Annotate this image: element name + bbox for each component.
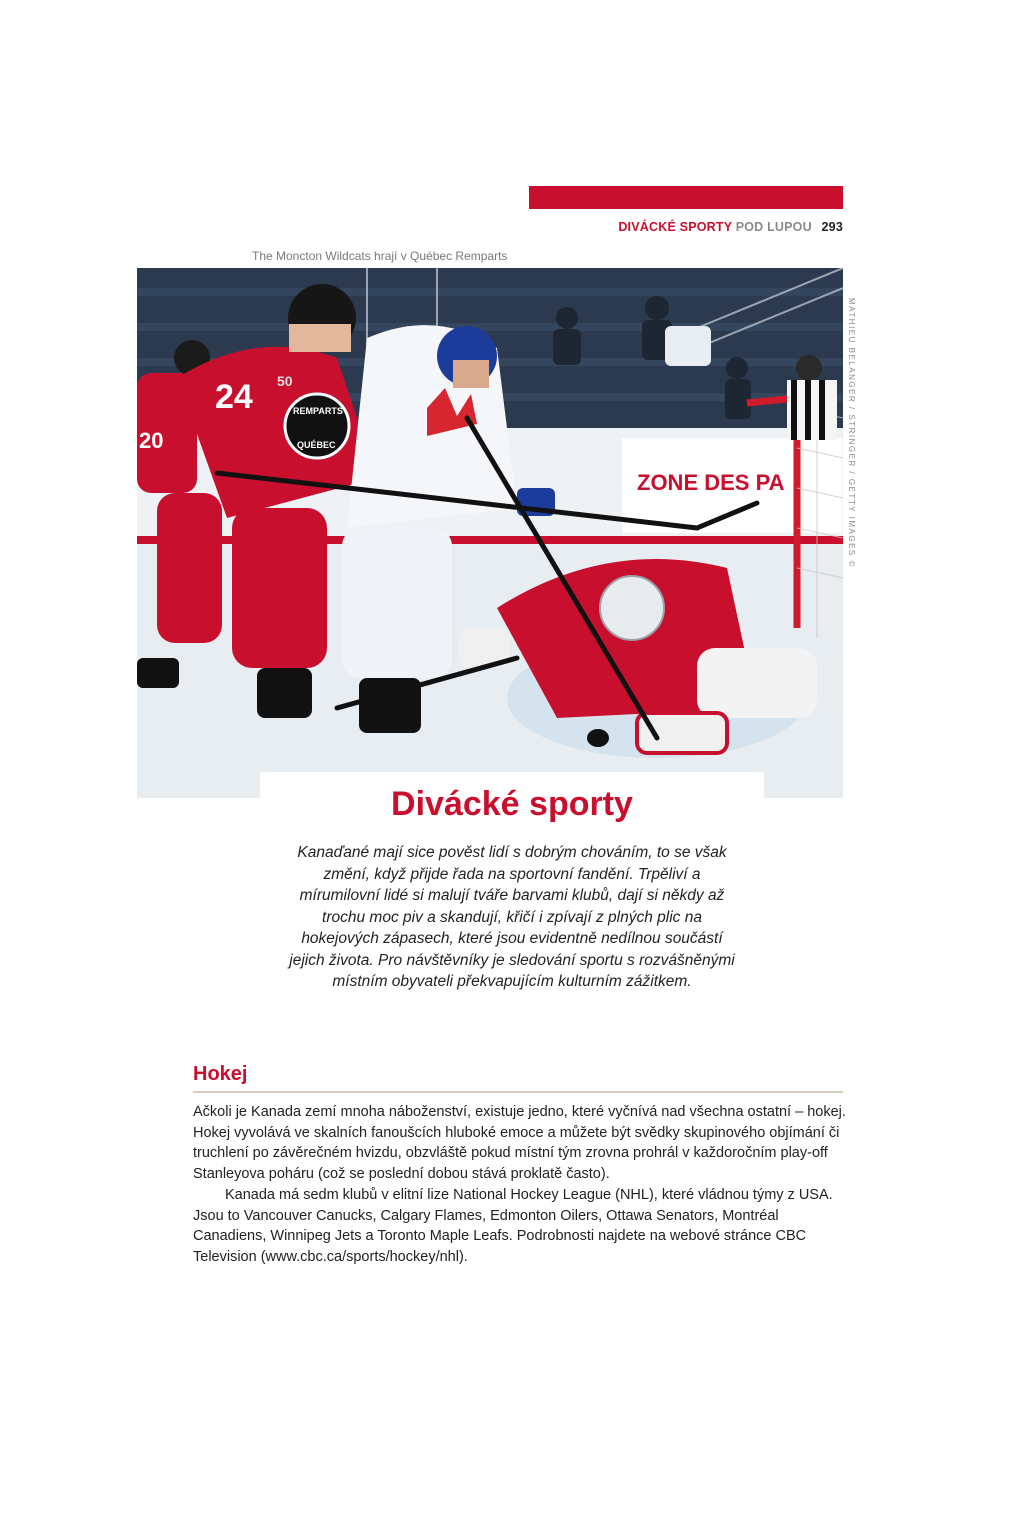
jersey-number-20: 20 (139, 428, 164, 453)
section-heading: Hokej (193, 1063, 248, 1085)
logo-text-50: 50 (277, 373, 293, 389)
logo-text-remparts: REMPARTS (293, 406, 343, 416)
running-head-section: DIVÁCKÉ SPORTY (618, 220, 733, 234)
header-accent-bar (529, 186, 843, 209)
article-body (193, 1102, 848, 1268)
photo-caption: The Moncton Wildcats hrají v Québec Remparts (252, 249, 508, 263)
body-paragraph-text: Kanada má sedm klubů v elitní lize National Hockey League (NHL), které vládnou týmy z USA. Jsou to Vancouver Canucks, Calgary Flames, Edmonton Oilers, Ottawa Senators, Montréal Canadiens, Winnipeg Jets a Toronto Maple Leafs. Podrobnosti najdete na webové stránce CBC Television (www.cbc.ca/sports/hockey/nhl). (193, 1186, 833, 1265)
logo-text-quebec: QUÉBEC (297, 440, 336, 450)
article-title: Divácké sporty (391, 785, 633, 823)
jersey-number-24: 24 (215, 378, 253, 416)
section-rule (193, 1091, 843, 1093)
body-paragraph-indented (193, 1185, 848, 1268)
running-head-sub: POD LUPOU (735, 220, 812, 234)
photo-credit-text: MATHIEU BELANGER / STRINGER / GETTY IMAGES © (847, 298, 856, 568)
photo-credit (844, 298, 858, 568)
hockey-photo (137, 268, 843, 798)
lead-paragraph: Kanaďané mají sice pověst lidí s dobrým chováním, to se však změní, když přijde řada na sportovní fandění. Trpěliví a mírumilovní lidé si malují tváře barvami klubů, dají si někdy až trochu moc piv a skandují, křičí i zpívají z plných plic na hokejových zápasech, které jsou evidentně nedílnou součástí jejich života. Pro návštěvníky je sledování sportu s rozvášněnými místním obyvateli překvapujícím kulturním zážitkem. (289, 844, 735, 990)
running-head (618, 220, 843, 234)
page-number: 293 (821, 220, 843, 234)
rink-board-text: ZONE DES PA (637, 470, 785, 495)
body-paragraph: Ačkoli je Kanada zemí mnoha náboženství, existuje jedno, které vyčnívá nad všechna ostatní – hokej. Hokej vyvolává ve skalních fanoušcích hluboké emoce a můžete být svědky skupinového objímání či truchlení po závěrečném hvizdu, obzvláště pokud místní tým zrovna prohrál v každoročním play-off Stanleyova poháru (což se poslední dobou stává proklatě často). (193, 1104, 846, 1183)
